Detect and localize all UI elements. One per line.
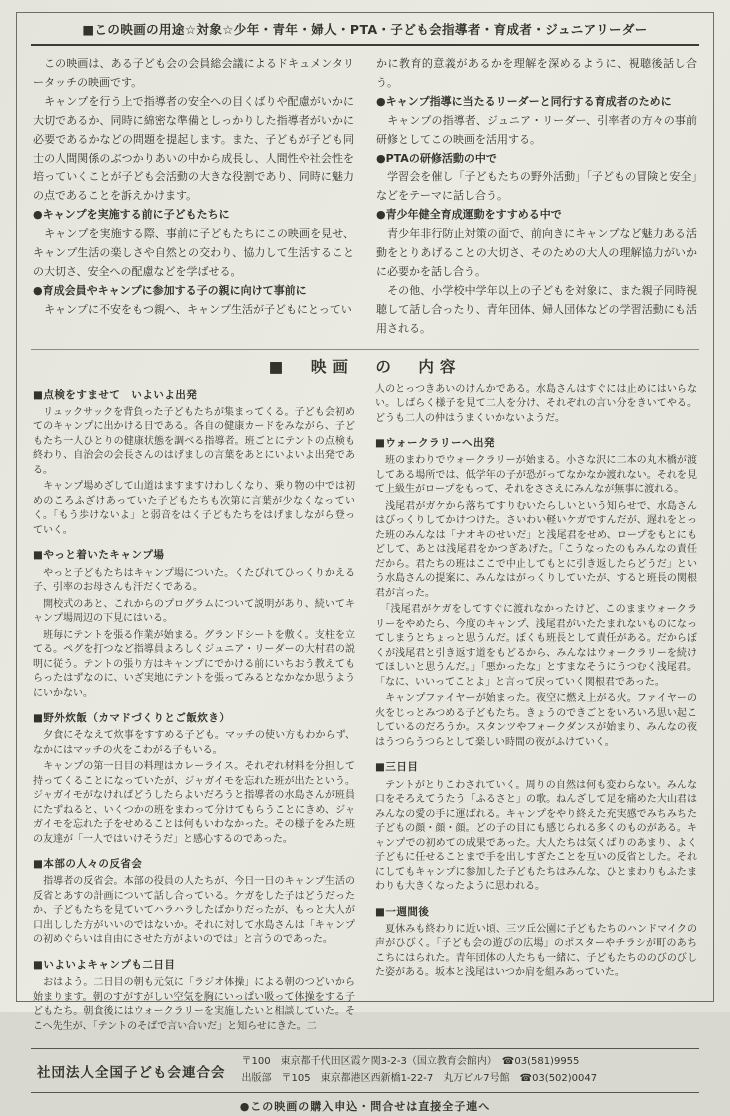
publisher-address-line: 出版部 〒105 東京都港区西新橋1-22-7 丸万ビル7号館 ☎03(502)0047: [241, 1072, 598, 1084]
purpose-left-column: [33, 55, 354, 339]
document-header: [31, 13, 699, 46]
publisher-box: [31, 1048, 699, 1093]
content-right-column: [375, 383, 697, 1037]
section-paragraph: 夕食にそなえて炊事をすすめる子ども。マッチの使い方もわからず、なかにはマッチの火をこわがる子もいる。: [33, 730, 355, 756]
usage-bullet-label: ●キャンプを実施する前に子どもたちに: [33, 208, 230, 222]
content-title: [31, 349, 699, 383]
section-heading: ■いよいよキャンプも二日目: [33, 958, 176, 971]
section-paragraph: 開校式のあと、これからのプログラムについて説明があり、続いてキャンプ場周辺の下見にはいる。: [33, 598, 355, 625]
purchase-note: ●この映画の購入申込・問合せは直接全子連へ: [239, 1100, 491, 1114]
section-paragraph: 班のまわりでウォークラリーが始まる。小さな沢に二本の丸木橋が渡してある場所では、低学年の子が恐がってなかなか渡れない。それを見て上級生がロープをもって、それをささえにみんなが無事に渡れる。: [375, 455, 697, 496]
section-heading: ■点検をすませて いよいよ出発: [33, 388, 198, 401]
section-paragraph: テントがとりこわされていく。周りの自然は何も変わらない。みんな口をそろえてうたう「ふるさと」の歌。ねんざして足を痛めた大山君はみんなの愛の手に運ばれる。キャンプをやり終えた充実感でみちみちた子どもの顔・顔・顔。どの子の目にも感じられる多くのものがある。キャンプでの初めての成果であった。大人たちは気くばりのあまり、よく子どもに任せることまで手を出しすぎたことを互いの反省とした。それにしてもキャンプに参加した子どもたちはみんな、ひとまわりもふたまわりも大きくなったように思われる。: [375, 779, 697, 893]
section-heading: ■やっと着いたキャンプ場: [33, 549, 165, 562]
section-paragraph: 人のとっつきあいのけんかである。水島さんはすぐには止めにはいらない。しばらく様子を見て二人を分け、それぞれの言い分をきいてやる。どうも二人の仲はうまくいかないようだ。: [375, 383, 697, 424]
purpose-right-column: [376, 55, 697, 339]
usage-bullet-label: ●PTAの研修活動の中で: [376, 151, 497, 165]
section-heading: ■本部の人々の反省会: [33, 858, 143, 871]
usage-bullet-body: キャンプに不安をもつ親へ、キャンプ生活が子どもにとってい: [33, 302, 352, 316]
section-heading: ■ウォークラリーへ出発: [375, 437, 496, 450]
usage-bullet-label: ●育成会員やキャンプに参加する子の親に向けて事前に: [33, 283, 307, 297]
section-paragraph: おはよう。二日目の朝も元気に「ラジオ体操」による朝のつどいから始まります。朝のすがすがしい空気を胸にいっぱい吸って体操をする子どもたち。朝食後にはウォークラリーを実施したいと相談していた。そこへ先生が、「テントのそばで言い合いだ」と知らせにきた。二: [33, 977, 355, 1032]
continuation-paragraph: かに教育的意義があるかを理解を深めるように、視聴後話し合う。: [376, 57, 697, 89]
usage-bullet-label: ●青少年健全育成運動をすすめる中で: [376, 208, 562, 222]
publisher-name: 社団法人全国子ども会連合会: [37, 1064, 226, 1081]
purpose-section: [31, 46, 699, 349]
usage-bullet-label: ●キャンプ指導に当たるリーダーと同行する育成者のために: [376, 94, 672, 108]
usage-bullet-body: 青少年非行防止対策の面で、前向きにキャンプなど魅力ある活動をとりあげることの大切さ、そのための大人の理解協力がいかに必要かを話し合う。: [376, 227, 697, 278]
section-paragraph: キャンプ場めざして山道はますますけわしくなり、乗り物の中では初めのころふざけあっていた子どもたちも次第に言葉が少なくなっていく。「もう歩けないよ」と弱音をはく子どもたちをはげましながら登っていく。: [33, 481, 355, 536]
section-paragraph: 指導者の反省会。本部の役員の人たちが、今日一日のキャンプ生活の反省とあすの計画について話し合っている。ケガをした子はどうだったか、子どもたちを見ていてハラハラしたばかりだったが、もっと大人が口出しした方がいいのではないか。それに対して水島さんは「キャンプの初めぐらいは自由にさせた方がよいのでは」と言うのであった。: [33, 876, 355, 946]
section-paragraph: 「浅尾君がケガをしてすぐに渡れなかったけど、このままウォークラリーをやめたら、今度のキャンプ、浅尾君がいたたまれないものになってしまうとちょっと思うんだ。ぼくも班長として責任がある。だからぼくが浅尾君と引き返す道をもどるから、みんなはウォークラリーを続けてほしいと思うんだ。」「悪かったな」とすまなそうにうつむく浅尾君。「なに、いいってことよ」と言って戻っていく関根君であった。: [375, 604, 697, 688]
section-paragraph: キャンプの第一日目の料理はカレーライス。それぞれ材料を分担して持ってくることになっていたが、ジャガイモを忘れた班が出たという。ジャガイモがなければどうしたらよいだろうと指導者の水島さんが班員にたずねると、いくつかの班をまわって分けてもらうことにきめ、ジャガイモを忘れた子をせめることは何もいわなかった。その様子をみた班の友達が「一人ではいけそうだ」と感心するのであった。: [33, 761, 355, 845]
intro-paragraph: この映画は、ある子ども会の会員総会議によるドキュメンタリータッチの映画です。: [33, 57, 354, 89]
section-heading: ■野外炊飯（カマドづくりとご飯炊き）: [33, 712, 231, 725]
section-paragraph: 浅尾君がガケから落ちてすりむいたらしいという知らせで、水島さんはびっくりしてかけつけた。さいわい軽いケガですんだが、遅れをとった班のみんなは「ナオキのせいだ」と浅尾君をせめ、ロープをもとにもどして、あとは浅尾君をかつぎあげた。「こうなったのもみんなの責任だから。君たちの班はここで中止してもとに引き返したらどうだ」という水島さんの提案に、みんなはがっくりしていたが、すると班長の関根君が言った。: [375, 500, 697, 599]
page-frame: [16, 12, 714, 1114]
publisher-address-line: 〒100 東京都千代田区霞ケ関3-2-3（国立教育会館内） ☎03(581)9955: [241, 1056, 580, 1068]
usage-bullet-body: キャンプを実施する際、事前に子どもたちにこの映画を見せ、キャンプ生活の楽しさや自然との交わり、協力して生活することの大切さ、安全への配慮などを学ばせる。: [33, 227, 354, 278]
publisher-addresses: [242, 1054, 598, 1087]
usage-bullet-body: 学習会を催し「子どもたちの野外活動」「子どもの冒険と安全」などをテーマに話し合う。: [376, 170, 697, 203]
usage-bullet-body: キャンプの指導者、ジュニア・リーダー、引率者の方々の事前研修としてこの映画を活用する。: [376, 113, 697, 146]
section-paragraph: キャンプファイヤーが始まった。夜空に燃え上がる火。ファイヤーの火をじっとみつめる子どもたち。きょうのできごとをいろいろ思い起こしているのだろうか。スタンツやフォークダンスが始まり、みんなの夜はうつらうつらとして楽しい時間の夜がふけていく。: [375, 693, 697, 748]
header-title: ■この映画の用途☆対象☆少年・青年・婦人・PTA・子ども会指導者・育成者・ジュニアリーダー: [82, 22, 648, 37]
section-paragraph: リュックサックを背負った子どもたちが集まってくる。子ども会初めてのキャンプに出かける日である。各自の健康カードをみながら、子どもたち一人ひとりの健康状態を調べる指導者。班ごとにテントの点検も終わり、自治会の会長さんのはげましの言葉をあとにいよいよ出発である。: [33, 406, 355, 476]
section-paragraph: 班毎にテントを張る作業が始まる。グランドシートを敷く。支柱を立てる。ペグを打つなど指導員よろしくジュニア・リーダーの大村君の説明に従う。テントの張り方はキャンプにでかける前にいちおう教えてもらったはずなのに、いざ実地にテントを張ってみるとなかなか思うようにいかない。: [33, 629, 355, 699]
section-heading: ■一週間後: [375, 905, 430, 918]
section-paragraph: やっと子どもたちはキャンプ場についた。くたびれてひっくりかえる子、引率のお母さんも汗だくである。: [33, 567, 355, 594]
content-left-column: [33, 383, 355, 1037]
content-title-text: ■ 映画 の 内容: [268, 357, 462, 376]
content-section: [31, 383, 699, 1045]
section-paragraph: 夏休みも終わりに近い頃、三ツ丘公園に子どもたちのハンドマイクの声がひびく。「子ども会の遊びの広場」のポスターやチラシが町のあちこちにはられた。青年団体の人たちも一緒に、子どもたちののびのびした姿がある。坂本と浅尾はいつか肩を組みあっていた。: [375, 923, 697, 979]
intro-paragraph: キャンプを行う上で指導者の安全への目くばりや配慮がいかに大切であるか、同時に綿密な準備としっかりした指導者がいかに必要であるかなどの問題を提起します。また、子どもが子ども同士の人間関係のぶつかりあいの中から成長し、人間性や社会性を培っていくことが子ども会活動の大きな役割であり、同時に魅力の点であることを訴えかけます。: [33, 94, 354, 203]
closing-paragraph: その他、小学校中学年以上の子どもを対象に、また親子同時視聴して話し合ったり、青年団体、婦人団体などの学習活動にも活用される。: [376, 283, 697, 335]
section-heading: ■三日目: [375, 761, 419, 774]
